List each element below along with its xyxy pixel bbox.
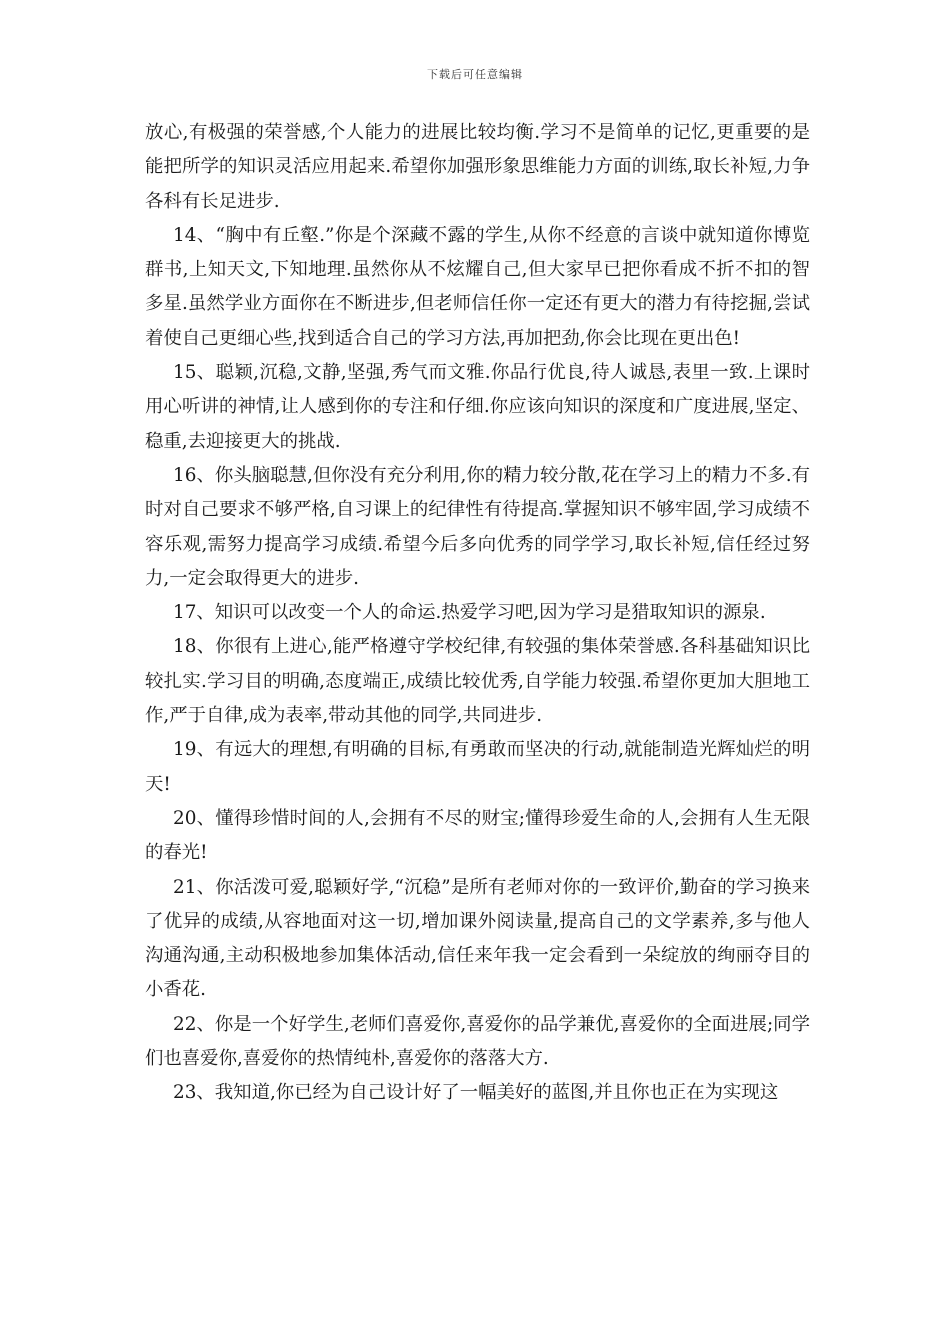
paragraph-21: 21、你活泼可爱,聪颖好学,“沉稳”是所有老师对你的一致评价,勤奋的学习换来了优异的成绩,从容地面对这一切,增加课外阅读量,提高自己的文学素养,多与他人沟通沟通,主动积极地参加集体活动,信任来年我一定会看到一朵绽放的绚丽夺目的小香花. [145,876,810,1001]
paragraph-22: 22、你是一个好学生,老师们喜爱你,喜爱你的品学兼优,喜爱你的全面进展;同学们也喜爱你,喜爱你的热情纯朴,喜爱你的落落大方. [145,1013,810,1070]
paragraph-15: 15、聪颖,沉稳,文静,坚强,秀气而文雅.你品行优良,待人诚恳,表里一致.上课时用心听讲的神情,让人感到你的专注和仔细.你应该向知识的深度和广度进展,坚定、稳重,去迎接更大的挑战. [145,362,810,452]
paragraph-23: 23、我知道,你已经为自己设计好了一幅美好的蓝图,并且你也正在为实现这 [173,1082,779,1104]
page-header: 下载后可任意编辑 [427,68,523,81]
paragraph-18: 18、你很有上进心,能严格遵守学校纪律,有较强的集体荣誉感.各科基础知识比较扎实.学习目的明确,态度端正,成绩比较优秀,自学能力较强.希望你更加大胆地工作,严于自律,成为表率,带动其他的同学,共同进步. [145,636,810,727]
paragraph-19: 19、有远大的理想,有明确的目标,有勇敢而坚决的行动,就能制造光辉灿烂的明天! [145,739,810,795]
paragraph-continued: 放心,有极强的荣誉感,个人能力的进展比较均衡.学习不是简单的记忆,更重要的是能把所学的知识灵活应用起来.希望你加强形象思维能力方面的训练,取长补短,力争各科有长足进步. [145,122,810,212]
paragraph-17: 17、知识可以改变一个人的命运.热爱学习吧,因为学习是猎取知识的源泉. [173,602,766,624]
paragraph-16: 16、你头脑聪慧,但你没有充分利用,你的精力较分散,花在学习上的精力不多.有时对自己要求不够严格,自习课上的纪律性有待提高.掌握知识不够牢固,学习成绩不容乐观,需努力提高学习成绩.希望今后多向优秀的同学学习,取长补短,信任经过努力,一定会取得更大的进步. [145,464,810,589]
paragraph-14: 14、“胸中有丘壑.”你是个深藏不露的学生,从你不经意的言谈中就知道你博览群书,上知天文,下知地理.虽然你从不炫耀自己,但大家早已把你看成不折不扣的智多星.虽然学业方面你在不断进步,但老师信任你一定还有更大的潜力有待挖掘,尝试着使自己更细心些,找到适合自己的学习方法,再加把劲,你会比现在更出色! [145,224,810,349]
document-body [145,116,810,1111]
paragraph-20: 20、懂得珍惜时间的人,会拥有不尽的财宝;懂得珍爱生命的人,会拥有人生无限的春光! [145,807,810,864]
